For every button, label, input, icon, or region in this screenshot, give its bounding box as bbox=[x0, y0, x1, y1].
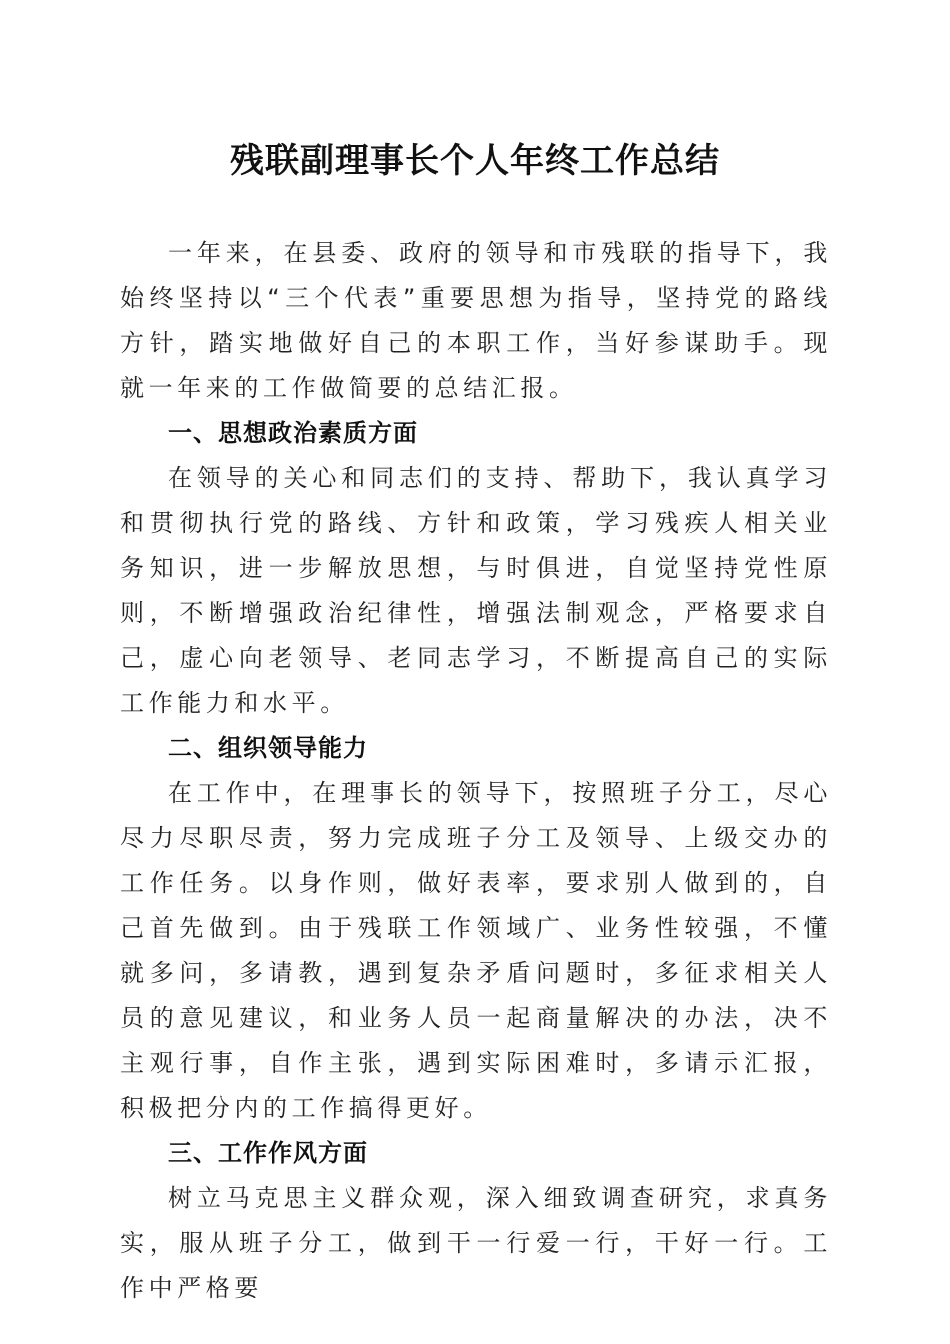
section-paragraph-1: 在领导的关心和同志们的支持、帮助下，我认真学习和贯彻执行党的路线、方针和政策，学习残疾人相关业务知识，进一步解放思想，与时俱进，自觉坚持党性原则，不断增强政治纪律性，增强法制观念，严格要求自己，虚心向老领导、老同志学习，不断提高自己的实际工作能力和水平。 bbox=[120, 464, 832, 717]
document-title: 残联副理事长个人年终工作总结 bbox=[230, 141, 720, 181]
intro-paragraph: 一年来，在县委、政府的领导和市残联的指导下，我始终坚持以“三个代表”重要思想为指导，坚持党的路线方针，踏实地做好自己的本职工作，当好参谋助手。现就一年来的工作做简要的总结汇报。 bbox=[120, 239, 832, 402]
section-heading-3: 三、工作作风方面 bbox=[168, 1139, 368, 1167]
section-heading-1: 一、思想政治素质方面 bbox=[168, 419, 418, 447]
section-heading-2: 二、组织领导能力 bbox=[168, 734, 368, 762]
document-body bbox=[120, 231, 832, 1311]
section-paragraph-2: 在工作中，在理事长的领导下，按照班子分工，尽心尽力尽职尽责，努力完成班子分工及领导、上级交办的工作任务。以身作则，做好表率，要求别人做到的，自己首先做到。由于残联工作领域广、业务性较强，不懂就多问，多请教，遇到复杂矛盾问题时，多征求相关人员的意见建议，和业务人员一起商量解决的办法，决不主观行事，自作主张，遇到实际困难时，多请示汇报，积极把分内的工作搞得更好。 bbox=[120, 779, 832, 1122]
section-paragraph-3: 树立马克思主义群众观，深入细致调查研究，求真务实，服从班子分工，做到干一行爱一行，干好一行。工作中严格要 bbox=[120, 1184, 832, 1302]
